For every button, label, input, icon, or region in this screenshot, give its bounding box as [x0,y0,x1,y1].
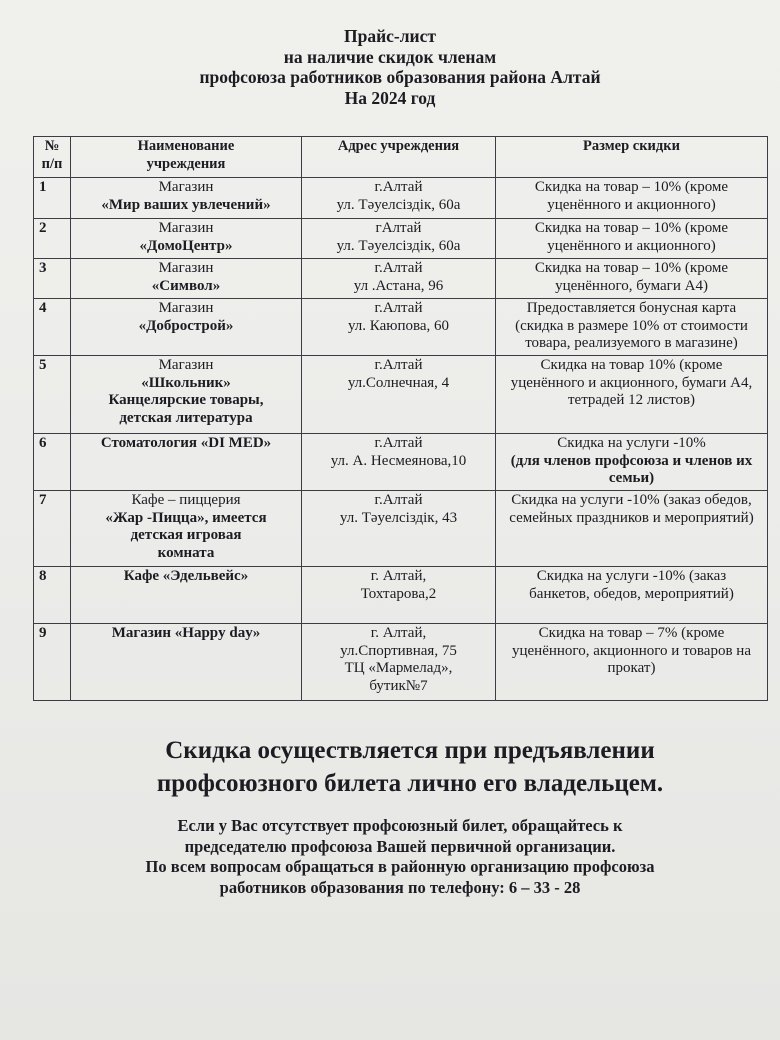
footer-line: Если у Вас отсутствует профсоюзный билет, обращайтесь к [177,816,623,835]
row-address-line: г.Алтай [374,435,423,451]
row-address-line: ул.Солнечная, 4 [347,374,450,391]
row-address [302,178,496,219]
row-discount-line: уценённого, акционного и товаров на [512,642,751,659]
row-name-line: детская игровая [130,527,242,543]
row-name-line: Магазин [158,220,214,236]
row-number: 9 [34,624,71,701]
row-name-line: «Символ» [151,277,221,294]
row-name [71,178,302,219]
column-header-number-line: п/п [41,155,63,172]
row-name-line: Стоматология «DI MED» [100,435,272,451]
row-discount-line: Скидка на услуги -10% [557,435,706,451]
row-discount [496,624,768,701]
row-number: 2 [34,219,71,259]
row-discount [496,178,768,219]
header-year: На 2024 год [344,87,436,108]
row-address-line: ул. Тәуелсіздік, 60а [336,237,461,254]
row-discount [496,434,768,491]
column-header-name [71,137,302,178]
row-discount-line: (скидка в размере 10% от стоимости [515,317,748,334]
row-discount-line: Предоставляется бонусная карта [526,300,737,316]
row-discount-line: Скидка на услуги -10% (заказ обедов, [511,492,752,508]
row-discount [496,219,768,259]
column-header-address: Адрес учреждения [302,137,496,178]
table-header-row [34,137,768,178]
row-discount-line: тетрадей 12 листов) [567,392,696,408]
row-discount-line: Скидка на товар – 10% (кроме [534,220,729,236]
contact-footer [0,816,780,898]
column-header-number-line: № [44,138,60,154]
table-row [34,434,768,491]
row-address [302,219,496,259]
row-name [71,219,302,259]
row-name-line: Кафе – пиццерия [131,492,241,508]
row-discount-line: (для членов профсоюза и членов их [510,452,753,469]
table-row [34,356,768,434]
row-discount-line: Скидка на услуги -10% (заказ [536,568,727,584]
row-address [302,434,496,491]
row-name [71,299,302,356]
row-number: 4 [34,299,71,356]
row-discount-line: уценённого и акционного) [547,196,716,213]
row-address-line: гАлтай [375,220,422,236]
row-name [71,624,302,701]
row-discount-line: уценённого, бумаги А4) [555,277,708,294]
row-discount-line: Скидка на товар 10% (кроме [540,357,723,373]
row-address-line: ул.Спортивная, 75 [340,642,457,659]
row-name-line: Канцелярские товары, [108,392,264,408]
row-name-line: Магазин «Happy day» [111,625,261,641]
row-address [302,624,496,701]
footer-line: работников образования по телефону: 6 – 33 - 28 [219,877,581,897]
row-name [71,356,302,434]
row-address-line: Тохтарова,2 [360,585,437,602]
header-title: Прайс-лист [343,26,437,46]
row-address-line: г. Алтай, [370,568,427,584]
column-header-discount: Размер скидки [496,137,768,178]
row-discount-line: товара, реализуемого в магазине) [525,335,738,351]
row-discount-line: семьи) [608,470,655,486]
row-address-line: ул. Каюпова, 60 [347,317,450,334]
row-name-line: детская литература [119,409,253,426]
row-number: 8 [34,567,71,624]
row-address-line: г. Алтай, [370,625,427,641]
row-name-line: Магазин [158,300,214,316]
row-address-line: ул. Тәуелсіздік, 60а [336,196,461,213]
row-number: 5 [34,356,71,434]
row-address-line: г.Алтай [374,492,423,508]
column-header-name-line: Наименование [137,138,235,154]
row-name-line: Магазин [158,357,214,373]
footer-line: председателю профсоюза Вашей первичной организации. [184,836,616,856]
row-address-line: г.Алтай [374,357,423,373]
row-name-line: «ДомоЦентр» [139,237,233,254]
row-discount [496,299,768,356]
document-header [0,26,780,108]
row-address [302,259,496,299]
row-discount-line: Скидка на товар – 7% (кроме [538,625,725,641]
row-name [71,434,302,491]
row-address-line: ул. Тәуелсіздік, 43 [339,509,458,526]
row-discount [496,259,768,299]
row-discount-line: прокат) [607,660,656,676]
row-name-line: Кафе «Эдельвейс» [123,568,249,584]
row-discount [496,567,768,624]
table-row [34,178,768,219]
row-name-line: «Школьник» [141,374,231,391]
table-row [34,567,768,624]
row-address-line: ТЦ «Мармелад», [344,660,453,676]
table-body [34,178,768,701]
row-number: 6 [34,434,71,491]
row-discount-line: банкетов, обедов, мероприятий) [529,585,734,602]
notice-line: профсоюзного билета лично его владельцем. [156,770,664,797]
discount-table [33,136,768,701]
row-number: 1 [34,178,71,219]
row-name [71,567,302,624]
row-name-line: «Жар -Пицца», имеется [105,509,267,526]
row-address-line: г.Алтай [374,260,423,276]
row-number: 7 [34,491,71,567]
table-row [34,299,768,356]
row-address [302,299,496,356]
row-address-line: ул. А. Несмеянова,10 [330,452,467,469]
row-name-line: Магазин [158,179,214,195]
column-header-number [34,137,71,178]
row-number: 3 [34,259,71,299]
header-subtitle: на наличие скидок членам [283,46,497,67]
row-discount-line: Скидка на товар – 10% (кроме [534,260,729,276]
table-row [34,491,768,567]
row-name-line: «Мир ваших увлечений» [101,196,271,213]
row-discount-line: уценённого и акционного, бумаги А4, [510,374,753,391]
row-address-line: г.Алтай [374,179,423,195]
row-address-line: г.Алтай [374,300,423,316]
row-discount-line: семейных праздников и мероприятий) [509,509,754,526]
row-discount-line: Скидка на товар – 10% (кроме [534,179,729,195]
presentation-notice [0,734,780,800]
row-address-line: бутик№7 [369,677,428,694]
row-address [302,356,496,434]
row-address [302,491,496,567]
row-address [302,567,496,624]
footer-line: По всем вопросам обращаться в районную организацию профсоюза [145,857,655,876]
row-name-line: комната [157,544,215,561]
table-row [34,259,768,299]
row-address-line: ул .Астана, 96 [353,277,444,294]
row-name [71,491,302,567]
table-row [34,624,768,701]
row-discount-line: уценённого и акционного) [547,237,716,254]
header-organization: профсоюза работников образования района Алтай [199,67,601,87]
row-name-line: «Добрострой» [138,317,234,334]
row-discount [496,356,768,434]
row-discount [496,491,768,567]
column-header-name-line: учреждения [146,155,226,172]
row-name-line: Магазин [158,260,214,276]
notice-line: Скидка осуществляется при предъявлении [165,737,655,764]
table-row [34,219,768,259]
row-name [71,259,302,299]
